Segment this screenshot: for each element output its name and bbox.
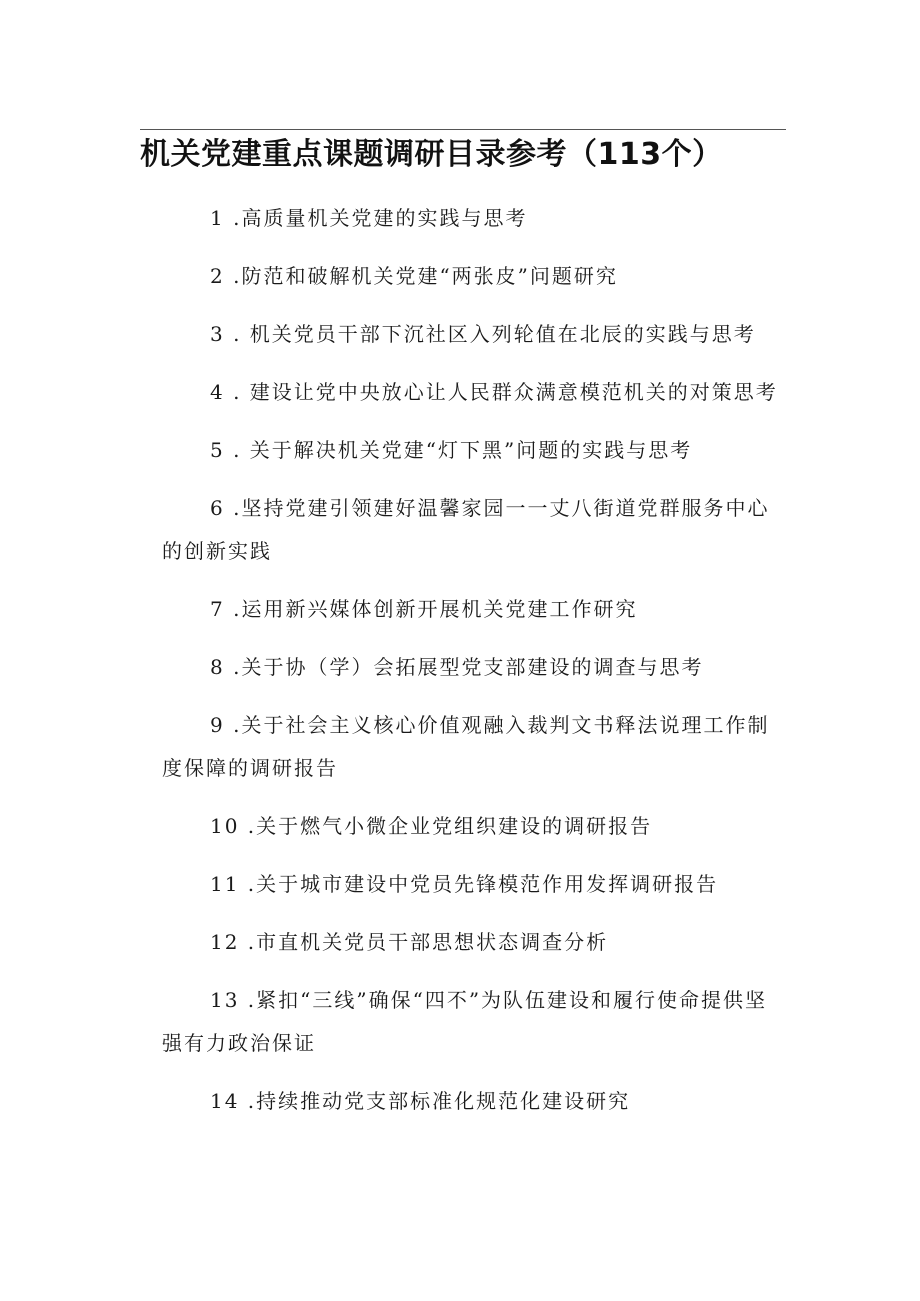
toc-item-2: 2 .防范和破解机关党建“两张皮”问题研究: [210, 264, 618, 288]
toc-item-6: 6 .坚持党建引领建好温馨家园一一丈八街道党群服务中心的创新实践: [162, 496, 770, 563]
toc-item-12: 12 .市直机关党员干部思想状态调查分析: [210, 930, 609, 954]
toc-item-5: 5 . 关于解决机关党建“灯下黑”问题的实践与思考: [210, 438, 693, 462]
toc-item-9: 9 .关于社会主义核心价值观融入裁判文书释法说理工作制度保障的调研报告: [162, 713, 770, 780]
toc-item-11: 11 .关于城市建设中党员先锋模范作用发挥调研报告: [210, 872, 719, 896]
toc-item-14: 14 .持续推动党支部标准化规范化建设研究: [210, 1089, 631, 1113]
toc-item-4: 4 . 建设让党中央放心让人民群众满意模范机关的对策思考: [210, 380, 778, 404]
toc-item-7: 7 .运用新兴媒体创新开展机关党建工作研究: [210, 597, 638, 621]
toc-item-10: 10 .关于燃气小微企业党组织建设的调研报告: [210, 814, 653, 838]
toc-item-13: 13 .紧扣“三线”确保“四不”为队伍建设和履行使命提供坚强有力政治保证: [162, 988, 768, 1055]
toc-list: [162, 197, 788, 1138]
header-rule: [140, 129, 786, 130]
toc-item-1: 1 .高质量机关党建的实践与思考: [210, 206, 528, 230]
document-title: 机关党建重点课题调研目录参考（113个）: [140, 137, 723, 172]
toc-item-3: 3 . 机关党员干部下沉社区入列轮值在北辰的实践与思考: [210, 322, 756, 346]
toc-item-8: 8 .关于协（学）会拓展型党支部建设的调查与思考: [210, 655, 704, 679]
